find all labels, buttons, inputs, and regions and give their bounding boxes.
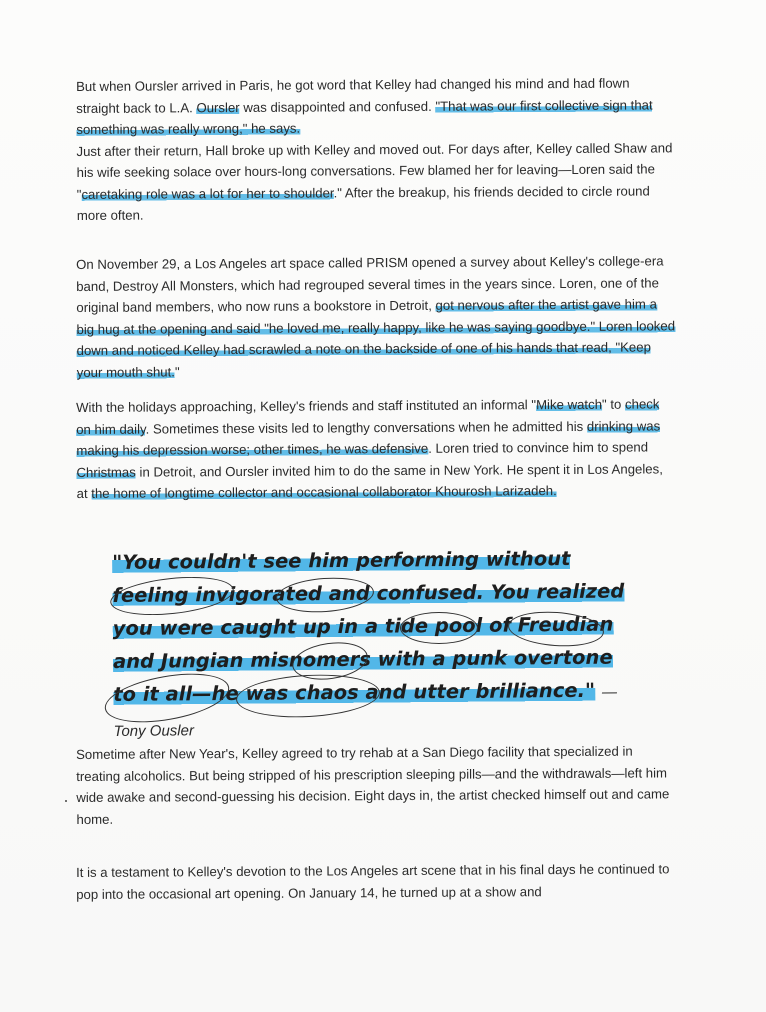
highlighted-text: Mike watch [535, 396, 603, 413]
highlighted-text: caretaking role was a lot for her to shoulder [81, 184, 334, 202]
text-run: ." After the breakup, his friends decided to circle round more often. [76, 182, 650, 223]
paragraph-2 [76, 250, 677, 383]
pull-quote-attribution: —Tony Ousler [113, 683, 618, 740]
paragraph-4 [76, 740, 677, 830]
highlighted-text: got nervous after the artist gave him a big hug at the opening and said "he loved me, really happy, like he was saying goodbye." Loren looked down and noticed Kelley had scrawled a note on the backside of one of his hands that read, "Keep your mouth shut. [76, 296, 676, 380]
text-run: was disappointed and confused. [239, 98, 436, 115]
text-run: Sometime after New Year's, Kelley agreed to try rehab at a San Diego facility that specialized in treating alcoholics. But being stripped of his prescription sleeping pills—and the withdrawals—left him wide awake and second-guessing his decision. Eight days in, the artist checked himself out and came home. [76, 743, 670, 827]
text-run: . Sometimes these visits led to lengthy conversations when he admitted his [145, 418, 587, 437]
text-run: . Loren tried to convince him to spend [428, 439, 649, 456]
text-run: On November 29, a Los Angeles art space called PRISM opened a survey about Kelley's college-era band, Destroy All Monsters, which had regrouped several times in the years since. Loren, one of the original band members, who now runs a bookstore in Detroit, [76, 253, 664, 315]
highlighted-text: "That was our first collective sign that something was really wrong," he says. [76, 96, 653, 137]
paper-speck [65, 800, 67, 802]
paragraph-5 [76, 858, 676, 905]
highlighted-text: drinking was making his depression worse; other times, he was defensive [76, 417, 661, 458]
pull-quote-text: "You couldn't see him performing without feeling invigorated and confused. You realized you were caught up in a tide pool of Freudian and Jungian misnomers with a punk overtone to it all—he was chaos and utter brilliance." [112, 547, 625, 706]
text-run: in Detroit, and Oursler invited him to do the same in New York. He spent it in Los Angeles, at [76, 460, 663, 501]
text-run: Just after their return, Hall broke up with Kelley and moved out. For days after, Kelley called Shaw and his wife seeking solace over hours-long conversations. Few blamed her for leaving—Loren said the " [76, 139, 673, 202]
highlighted-text: Oursler [196, 99, 240, 115]
paragraph-1 [76, 72, 677, 226]
highlighted-text: Christmas [76, 464, 136, 480]
text-run: But when Oursler arrived in Paris, he got word that Kelley had changed his mind and had flown straight back to L.A. [76, 75, 630, 116]
highlighted-text: the home of longtime collector and occasional collaborator Khourosh Larizadeh. [91, 483, 557, 501]
text-run: It is a testament to Kelley's devotion to the Los Angeles art scene that in his final days he continued to pop into the occasional art opening. On January 14, he turned up at a show and [76, 861, 670, 902]
pull-quote [112, 541, 634, 748]
highlighted-text: check on him daily [76, 396, 660, 437]
text-run: With the holidays approaching, Kelley's friends and staff instituted an informal " [76, 397, 537, 415]
text-run: " [174, 363, 180, 379]
paragraph-3 [76, 393, 677, 504]
text-run: " to [601, 396, 626, 412]
